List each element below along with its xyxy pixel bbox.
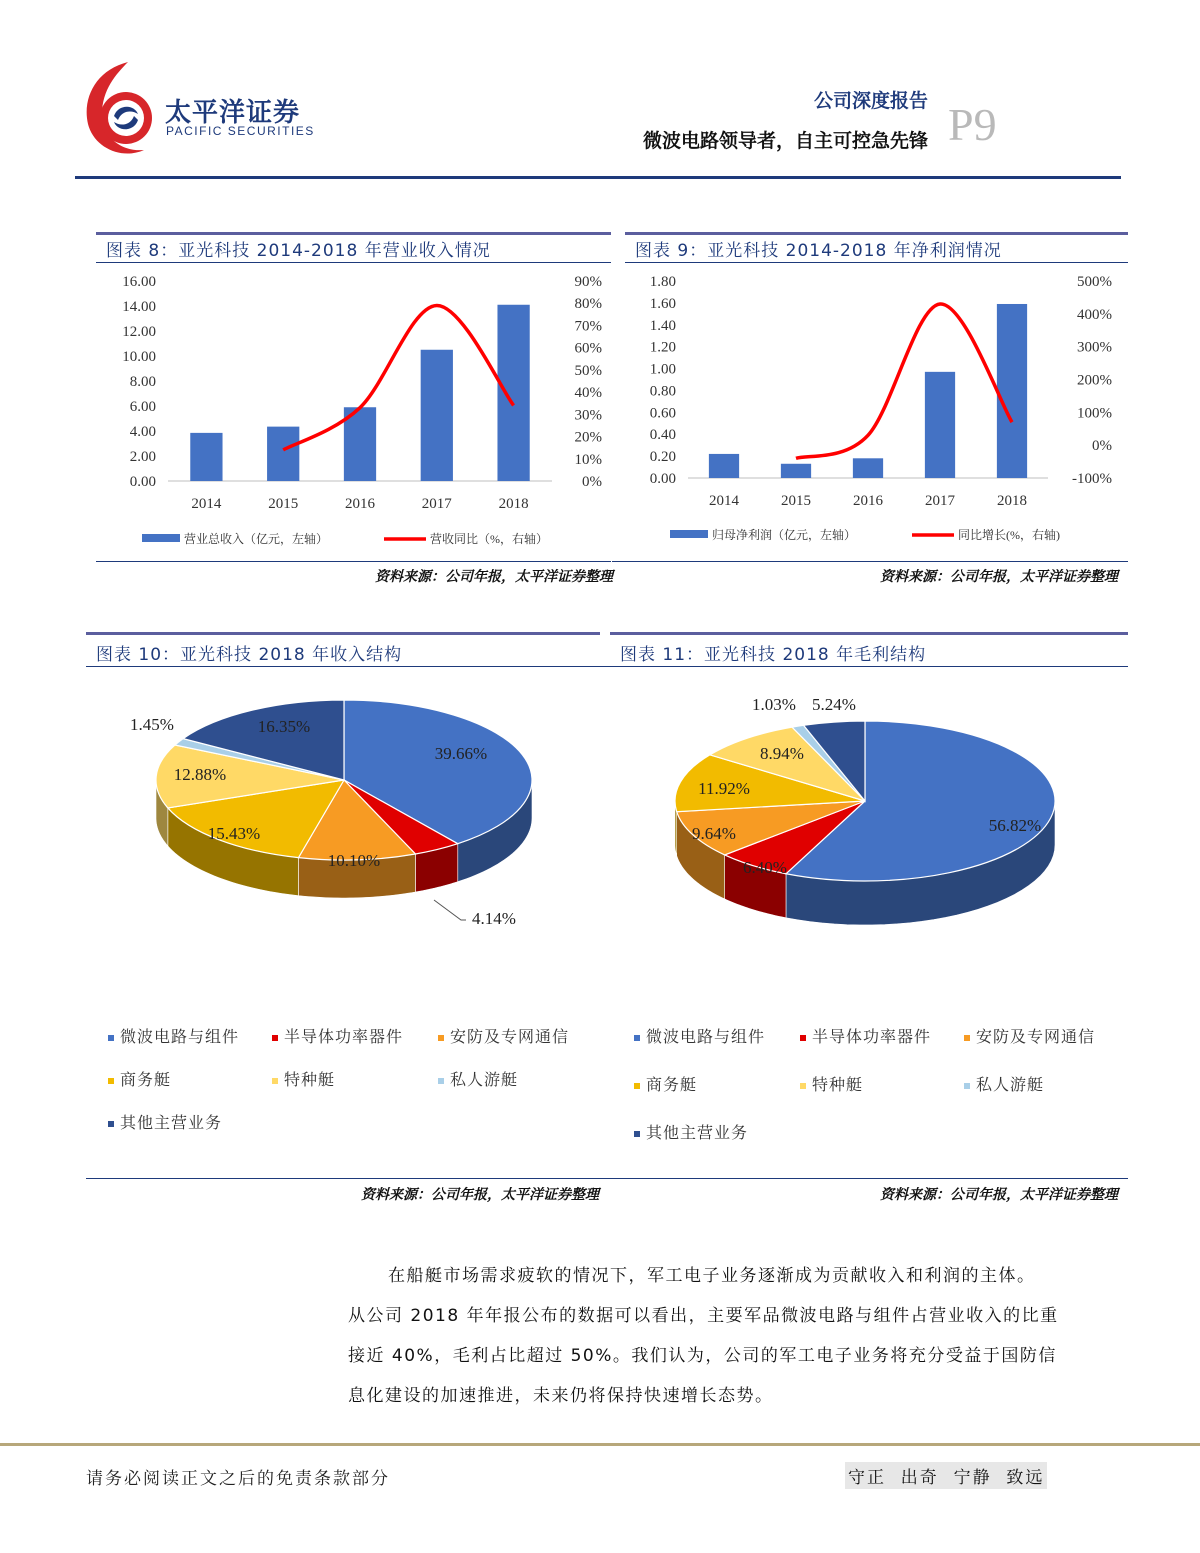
y2-axis-tick-label: 70%: [574, 318, 602, 335]
figure-11-title: 图表 11：亚光科技 2018 年毛利结构: [620, 645, 927, 665]
net-profit-bar-line-chart: [612, 264, 1128, 560]
figure-10-top-rule: [86, 632, 600, 635]
legend-label: 营业总收入（亿元，左轴）: [184, 532, 329, 546]
legend-label: 归母净利润（亿元，左轴）: [712, 528, 857, 542]
x-axis-tick-label: 2016: [345, 496, 375, 512]
legend-label: 私人游艇: [450, 1070, 519, 1089]
figure-11-title-rule: [600, 666, 1128, 667]
y-axis-tick-label: 0.40: [649, 427, 676, 444]
legend-swatch: [272, 1035, 278, 1041]
y2-axis-tick-label: 0%: [582, 474, 602, 490]
bar: [267, 427, 299, 481]
figure-9-top-rule: [625, 232, 1128, 235]
report-type: 公司深度报告: [813, 90, 928, 112]
legend-swatch: [438, 1035, 444, 1041]
revenue-bar-line-chart: [96, 264, 611, 560]
legend-item-other-business: [108, 1110, 222, 1133]
legend-item-private-yacht: [964, 1072, 1044, 1095]
x-axis-tick-label: 2016: [853, 493, 883, 509]
legend-swatch-bar: [670, 530, 708, 538]
legend-label: 其他主营业务: [120, 1113, 223, 1132]
header: [0, 0, 1200, 185]
figure-11-legend: [612, 1020, 1128, 1160]
pie-data-label: 10.10%: [327, 851, 381, 870]
x-axis-tick-label: 2018: [498, 496, 529, 512]
y2-axis-tick-label: 500%: [1077, 274, 1112, 290]
y-axis-tick-label: 12.00: [122, 324, 156, 340]
legend-item-security-comms: [438, 1024, 569, 1047]
y2-axis-tick-label: 200%: [1077, 372, 1112, 389]
y-axis-tick-label: 2.00: [129, 449, 156, 465]
legend-item-security-comms: [964, 1024, 1095, 1047]
y-axis-tick-label: 0.60: [649, 405, 676, 422]
report-title: 微波电路领导者，自主可控急先锋: [642, 130, 928, 152]
bar: [190, 433, 222, 481]
x-axis-tick-label: 2018: [997, 493, 1027, 509]
pie-data-label: 15.43%: [207, 824, 261, 843]
x-axis-tick-label: 2015: [268, 496, 299, 512]
y-axis-tick-label: 16.00: [122, 274, 156, 290]
pie-data-label: 1.03%: [752, 695, 796, 714]
x-axis-tick-label: 2014: [709, 493, 739, 509]
y-axis-tick-label: 0.00: [649, 471, 676, 487]
x-axis-tick-label: 2015: [781, 493, 811, 509]
y-axis-tick-label: 0.00: [129, 474, 156, 490]
legend-label: 微波电路与组件: [646, 1027, 766, 1046]
legend-label: 安防及专网通信: [450, 1027, 570, 1046]
footer-disclaimer: 请务必阅读正文之后的免责条款部分: [86, 1469, 390, 1489]
y2-axis-tick-label: 0%: [1092, 438, 1112, 455]
y2-axis-tick-label: 80%: [574, 296, 602, 313]
y2-axis-tick-label: 10%: [574, 451, 602, 468]
legend-item-semiconductor: [272, 1024, 403, 1047]
bar: [853, 458, 883, 478]
bar: [421, 350, 453, 481]
y-axis-tick-label: 1.20: [649, 339, 676, 356]
x-axis-tick-label: 2017: [421, 496, 452, 512]
bar: [925, 372, 955, 478]
y-axis-tick-label: 6.00: [129, 399, 156, 415]
legend-label: 营收同比（%，右轴）: [430, 532, 548, 546]
y-axis-tick-label: 1.60: [649, 295, 676, 312]
logo-english-name: PACIFIC SECURITIES: [166, 124, 315, 138]
legend-swatch: [438, 1078, 444, 1084]
x-axis-tick-label: 2017: [925, 493, 955, 509]
legend-label: 特种艇: [812, 1075, 864, 1094]
figure-8-top-rule: [96, 232, 611, 235]
y-axis-tick-label: 8.00: [129, 374, 156, 390]
pie-data-label: 4.14%: [472, 909, 516, 928]
y-axis-tick-label: 0.80: [649, 383, 676, 400]
figure-10-title: 图表 10：亚光科技 2018 年收入结构: [96, 645, 403, 665]
legend-swatch: [634, 1035, 640, 1041]
pie-data-label: 1.45%: [130, 715, 174, 734]
y2-axis-tick-label: 40%: [574, 385, 602, 402]
legend-item-special-boat: [272, 1067, 335, 1090]
pie-data-label: 11.92%: [698, 779, 750, 798]
legend-label: 特种艇: [284, 1070, 336, 1089]
pie-data-label: 56.82%: [988, 816, 1042, 835]
series-line: [796, 304, 1012, 458]
legend-label: 私人游艇: [976, 1075, 1045, 1094]
pie-data-label: 9.64%: [692, 824, 736, 843]
figure-11-top-rule: [610, 632, 1128, 635]
legend-label: 其他主营业务: [646, 1123, 749, 1142]
y2-axis-tick-label: 100%: [1077, 405, 1112, 422]
bar: [781, 464, 811, 478]
y-axis-tick-label: 1.80: [649, 274, 676, 290]
x-axis-tick-label: 2014: [191, 496, 222, 512]
pie-data-label: 39.66%: [434, 744, 488, 763]
footer-motto: 守正 出奇 宁静 致远: [845, 1462, 1047, 1489]
legend-label: 商务艇: [120, 1070, 172, 1089]
figure-9-title-rule: [625, 262, 1128, 263]
y2-axis-tick-label: 20%: [574, 429, 602, 446]
legend-swatch: [800, 1035, 806, 1041]
legend-swatch-bar: [142, 534, 180, 542]
pie-data-label: 12.88%: [173, 765, 227, 784]
figure-8-source: 资料来源：公司年报，太平洋证券整理: [375, 569, 613, 585]
figure-9-source: 资料来源：公司年报，太平洋证券整理: [880, 569, 1118, 585]
y2-axis-tick-label: 400%: [1077, 306, 1112, 323]
figure-8-title: 图表 8：亚光科技 2014-2018 年营业收入情况: [106, 241, 491, 261]
legend-swatch: [964, 1035, 970, 1041]
legend-label: 商务艇: [646, 1075, 698, 1094]
gross-profit-structure-pie-chart: [600, 668, 1128, 998]
legend-item-microwave: [634, 1024, 765, 1047]
figures-10-11-bottom-rule: [86, 1178, 1128, 1179]
legend-label: 半导体功率器件: [284, 1027, 404, 1046]
legend-label: 半导体功率器件: [812, 1027, 932, 1046]
y-axis-tick-label: 14.00: [122, 299, 156, 315]
figure-8-title-rule: [96, 262, 611, 263]
body-paragraph: [348, 1256, 1128, 1416]
y2-axis-tick-label: 60%: [574, 340, 602, 357]
paragraph-line: 接近 40%，毛利占比超过 50%。我们认为，公司的军工电子业务将充分受益于国防信: [348, 1346, 1057, 1366]
bar: [497, 305, 529, 481]
y-axis-tick-label: 1.40: [649, 317, 676, 334]
figure-8-bottom-rule: [96, 561, 611, 562]
legend-swatch: [634, 1083, 640, 1089]
header-divider: [75, 176, 1121, 179]
y-axis-tick-label: 10.00: [122, 349, 156, 365]
legend-label: 安防及专网通信: [976, 1027, 1096, 1046]
y-axis-tick-label: 0.20: [649, 449, 676, 466]
figure-10-legend: [86, 1020, 600, 1150]
footer-divider: [0, 1443, 1200, 1446]
figure-10-source: 资料来源：公司年报，太平洋证券整理: [361, 1187, 599, 1203]
y2-axis-tick-label: 90%: [574, 274, 602, 290]
y2-axis-tick-label: 50%: [574, 362, 602, 379]
legend-swatch: [800, 1083, 806, 1089]
revenue-structure-pie-chart: [86, 668, 600, 998]
pacific-securities-logo-icon: [80, 60, 162, 160]
legend-swatch: [108, 1121, 114, 1127]
paragraph-line: 从公司 2018 年年报公布的数据可以看出，主要军品微波电路与组件占营业收入的比重: [348, 1306, 1059, 1326]
figure-9-title: 图表 9：亚光科技 2014-2018 年净利润情况: [635, 241, 1002, 261]
legend-swatch: [634, 1131, 640, 1137]
legend-item-special-boat: [800, 1072, 863, 1095]
page-number: P9: [948, 99, 997, 150]
bar: [709, 454, 739, 478]
legend-label: 微波电路与组件: [120, 1027, 240, 1046]
paragraph-line: 息化建设的加速推进，未来仍将保持快速增长态势。: [348, 1386, 774, 1406]
pie-data-label: 8.94%: [760, 744, 804, 763]
pie-data-label: 16.35%: [257, 717, 311, 736]
figure-10-title-rule: [86, 666, 600, 667]
series-line: [283, 305, 513, 449]
logo-chinese-name: 太平洋证券: [165, 98, 301, 128]
bar: [997, 304, 1027, 478]
y2-axis-tick-label: 300%: [1077, 339, 1112, 356]
y-axis-tick-label: 4.00: [129, 424, 156, 440]
legend-swatch: [964, 1083, 970, 1089]
pie-data-label: 6.40%: [743, 858, 787, 877]
pie-leader-line: [434, 900, 466, 920]
legend-item-private-yacht: [438, 1067, 518, 1090]
legend-item-business-boat: [634, 1072, 697, 1095]
legend-item-semiconductor: [800, 1024, 931, 1047]
y-axis-tick-label: 1.00: [649, 361, 676, 378]
paragraph-line: 在船艇市场需求疲软的情况下，军工电子业务逐渐成为贡献收入和利润的主体。: [388, 1266, 1036, 1286]
legend-swatch: [108, 1035, 114, 1041]
legend-label: 同比增长(%，右轴): [958, 528, 1060, 542]
figure-11-source: 资料来源：公司年报，太平洋证券整理: [880, 1187, 1118, 1203]
legend-item-microwave: [108, 1024, 239, 1047]
figure-9-bottom-rule: [612, 561, 1128, 562]
legend-swatch: [272, 1078, 278, 1084]
legend-swatch: [108, 1078, 114, 1084]
legend-item-other-business: [634, 1120, 748, 1143]
y2-axis-tick-label: -100%: [1072, 471, 1112, 487]
pie-data-label: 5.24%: [812, 695, 856, 714]
y2-axis-tick-label: 30%: [574, 407, 602, 424]
legend-item-business-boat: [108, 1067, 171, 1090]
